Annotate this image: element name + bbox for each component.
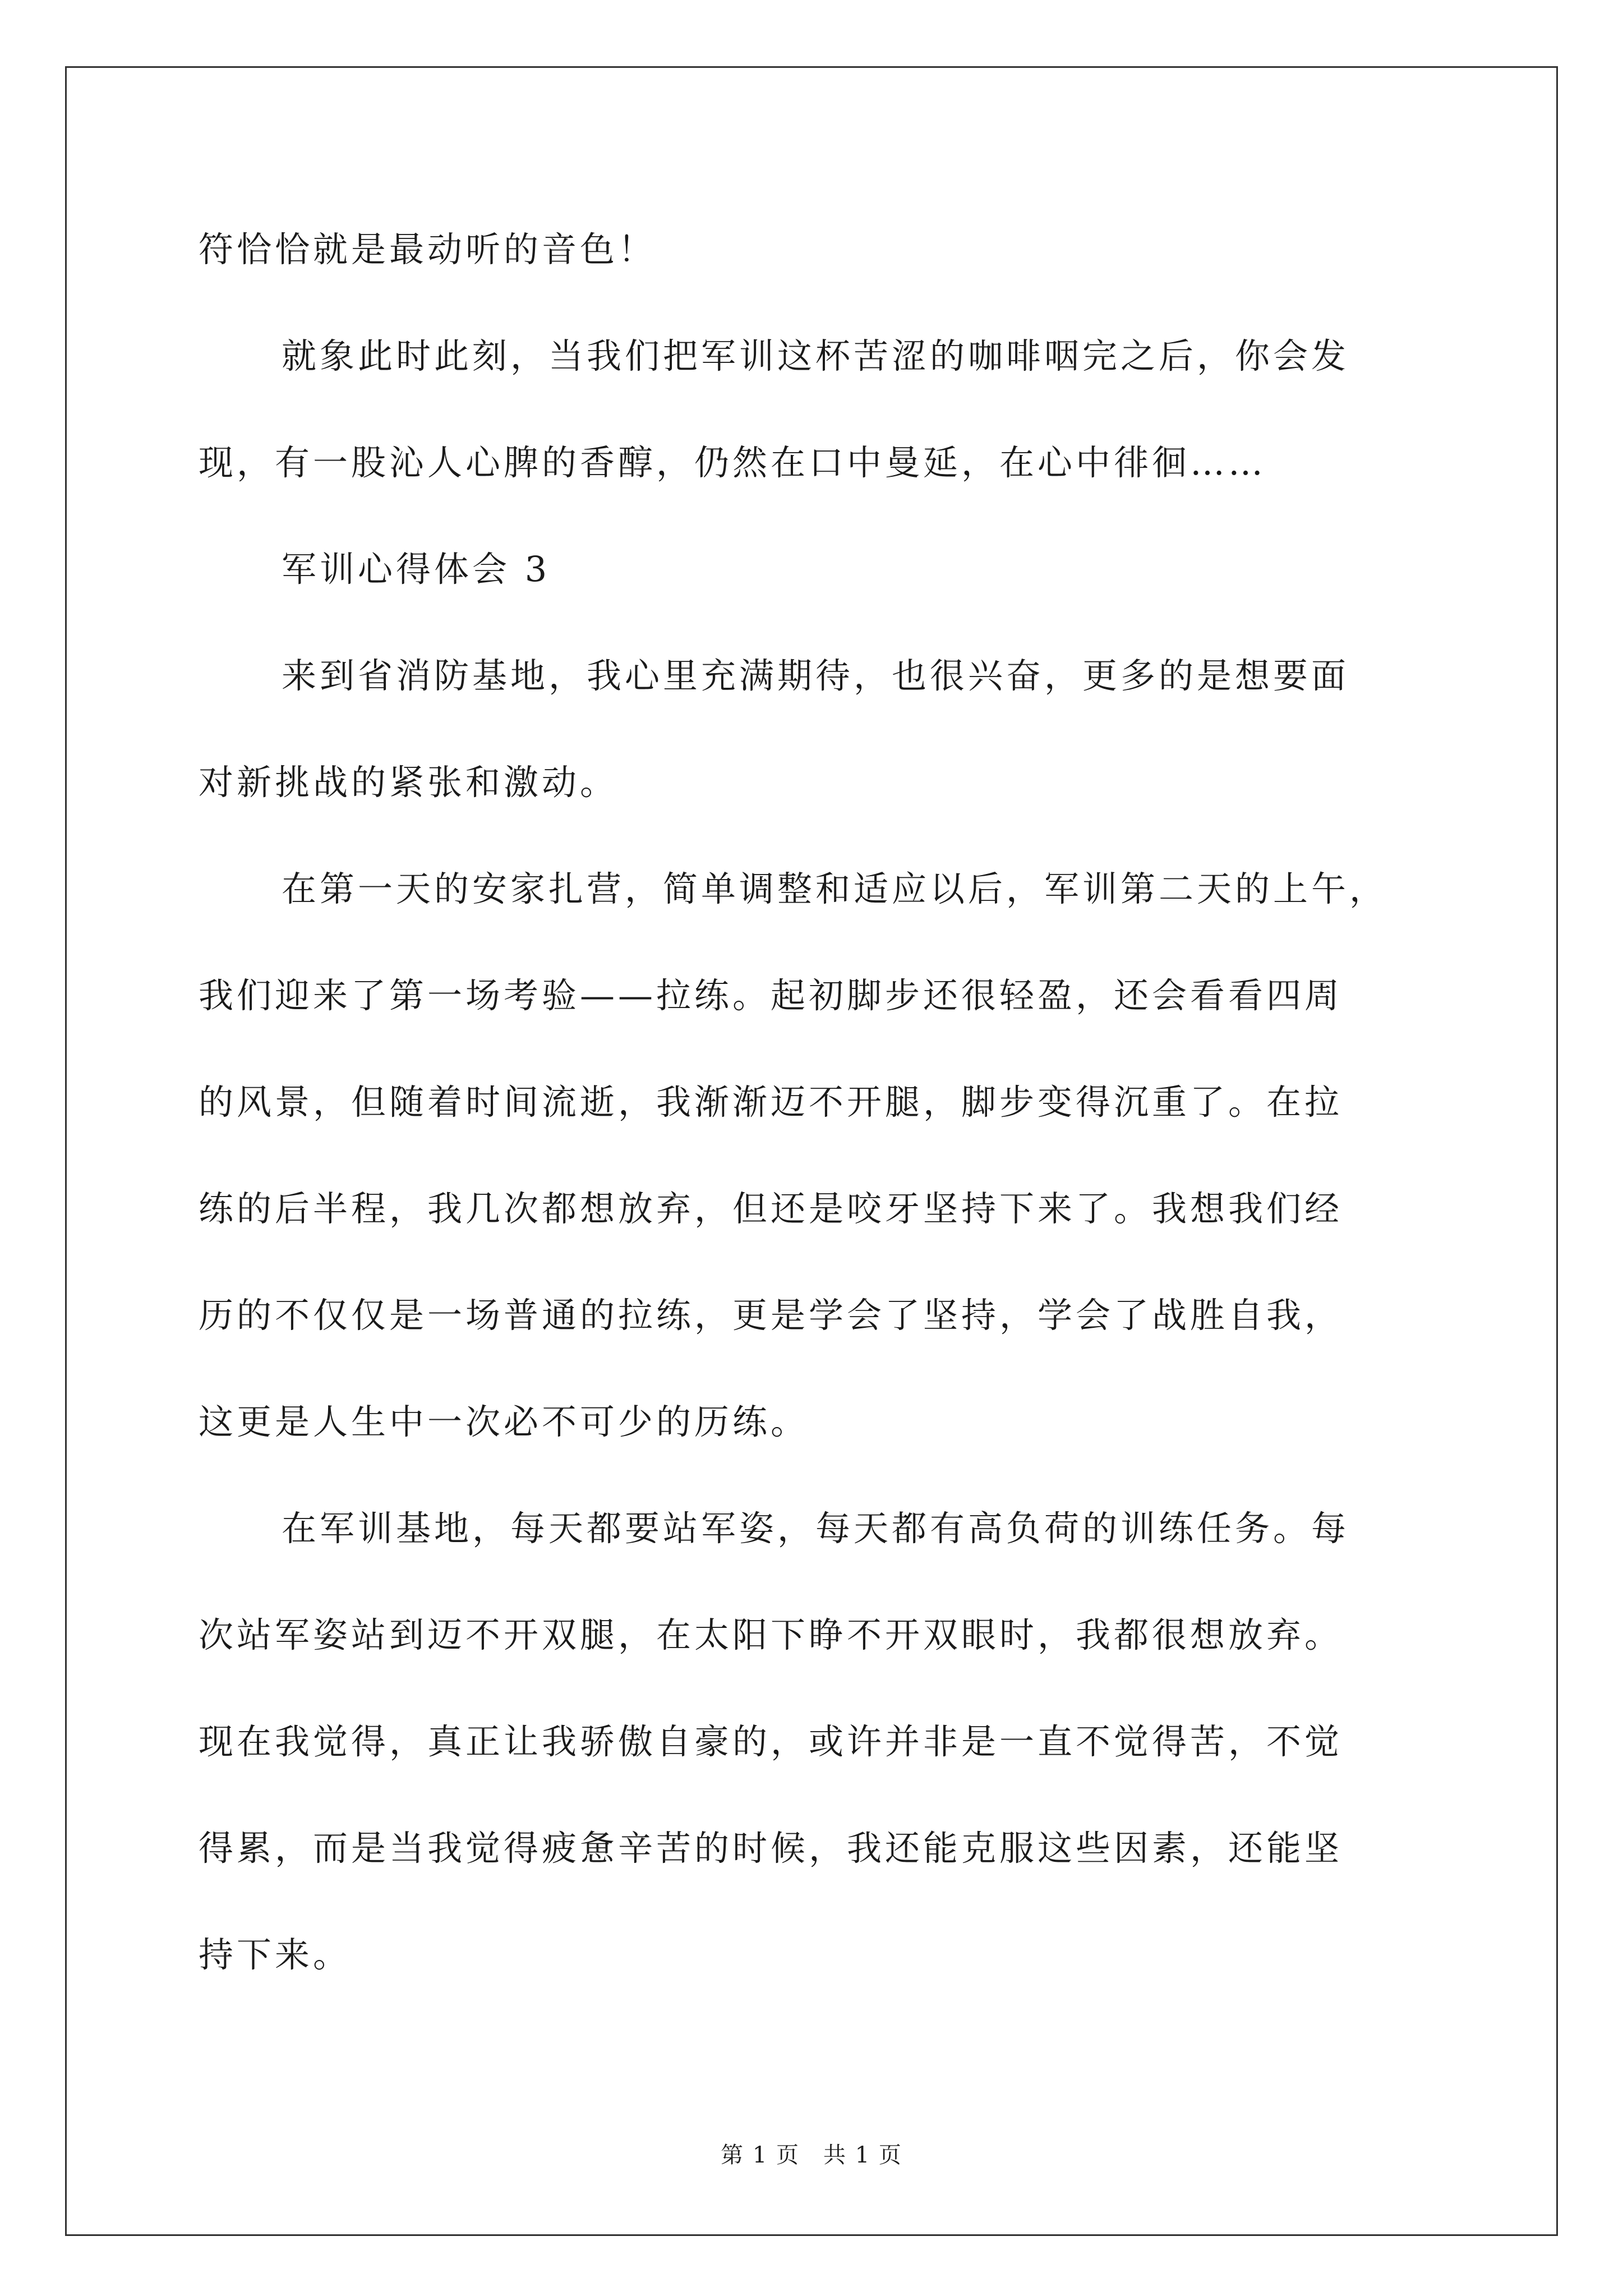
text-line: 历的不仅仅是一场普通的拉练，更是学会了坚持，学会了战胜自我， bbox=[199, 1295, 1343, 1336]
text-line: 练的后半程，我几次都想放弃，但还是咬牙坚持下来了。我想我们经 bbox=[199, 1188, 1343, 1229]
paragraph-line: 就象此时此刻，当我们把军训这杯苦涩的咖啡咽完之后，你会发 bbox=[282, 335, 1350, 376]
text-line: 对新挑战的紧张和激动。 bbox=[199, 762, 619, 803]
text-line: 现，有一股沁人心脾的香醇，仍然在口中曼延，在心中徘徊…… bbox=[199, 442, 1267, 483]
paragraph-line: 在第一天的安家扎营，简单调整和适应以后，军训第二天的上午， bbox=[282, 868, 1388, 909]
paragraph-line: 在军训基地，每天都要站军姿，每天都有高负荷的训练任务。每 bbox=[282, 1508, 1350, 1549]
paragraph-line: 来到省消防基地，我心里充满期待，也很兴奋，更多的是想要面 bbox=[282, 655, 1350, 696]
text-line: 符恰恰就是最动听的音色！ bbox=[199, 229, 657, 270]
text-line: 得累，而是当我觉得疲惫辛苦的时候，我还能克服这些因素，还能坚 bbox=[199, 1828, 1343, 1869]
text-line: 次站军姿站到迈不开双腿，在太阳下睁不开双眼时，我都很想放弃。 bbox=[199, 1614, 1343, 1655]
text-line: 现在我觉得，真正让我骄傲自豪的，或许并非是一直不觉得苦，不觉 bbox=[199, 1721, 1343, 1762]
text-line: 持下来。 bbox=[199, 1934, 352, 1975]
page-number: 第 1 页 共 1 页 bbox=[721, 2142, 902, 2168]
text-line: 的风景，但随着时间流逝，我渐渐迈不开腿，脚步变得沉重了。在拉 bbox=[199, 1082, 1343, 1122]
text-line: 我们迎来了第一场考验——拉练。起初脚步还很轻盈，还会看看四周 bbox=[199, 975, 1343, 1016]
page-border bbox=[65, 66, 1558, 2236]
text-line: 这更是人生中一次必不可少的历练。 bbox=[199, 1401, 809, 1442]
section-heading: 军训心得体会 3 bbox=[282, 549, 551, 590]
